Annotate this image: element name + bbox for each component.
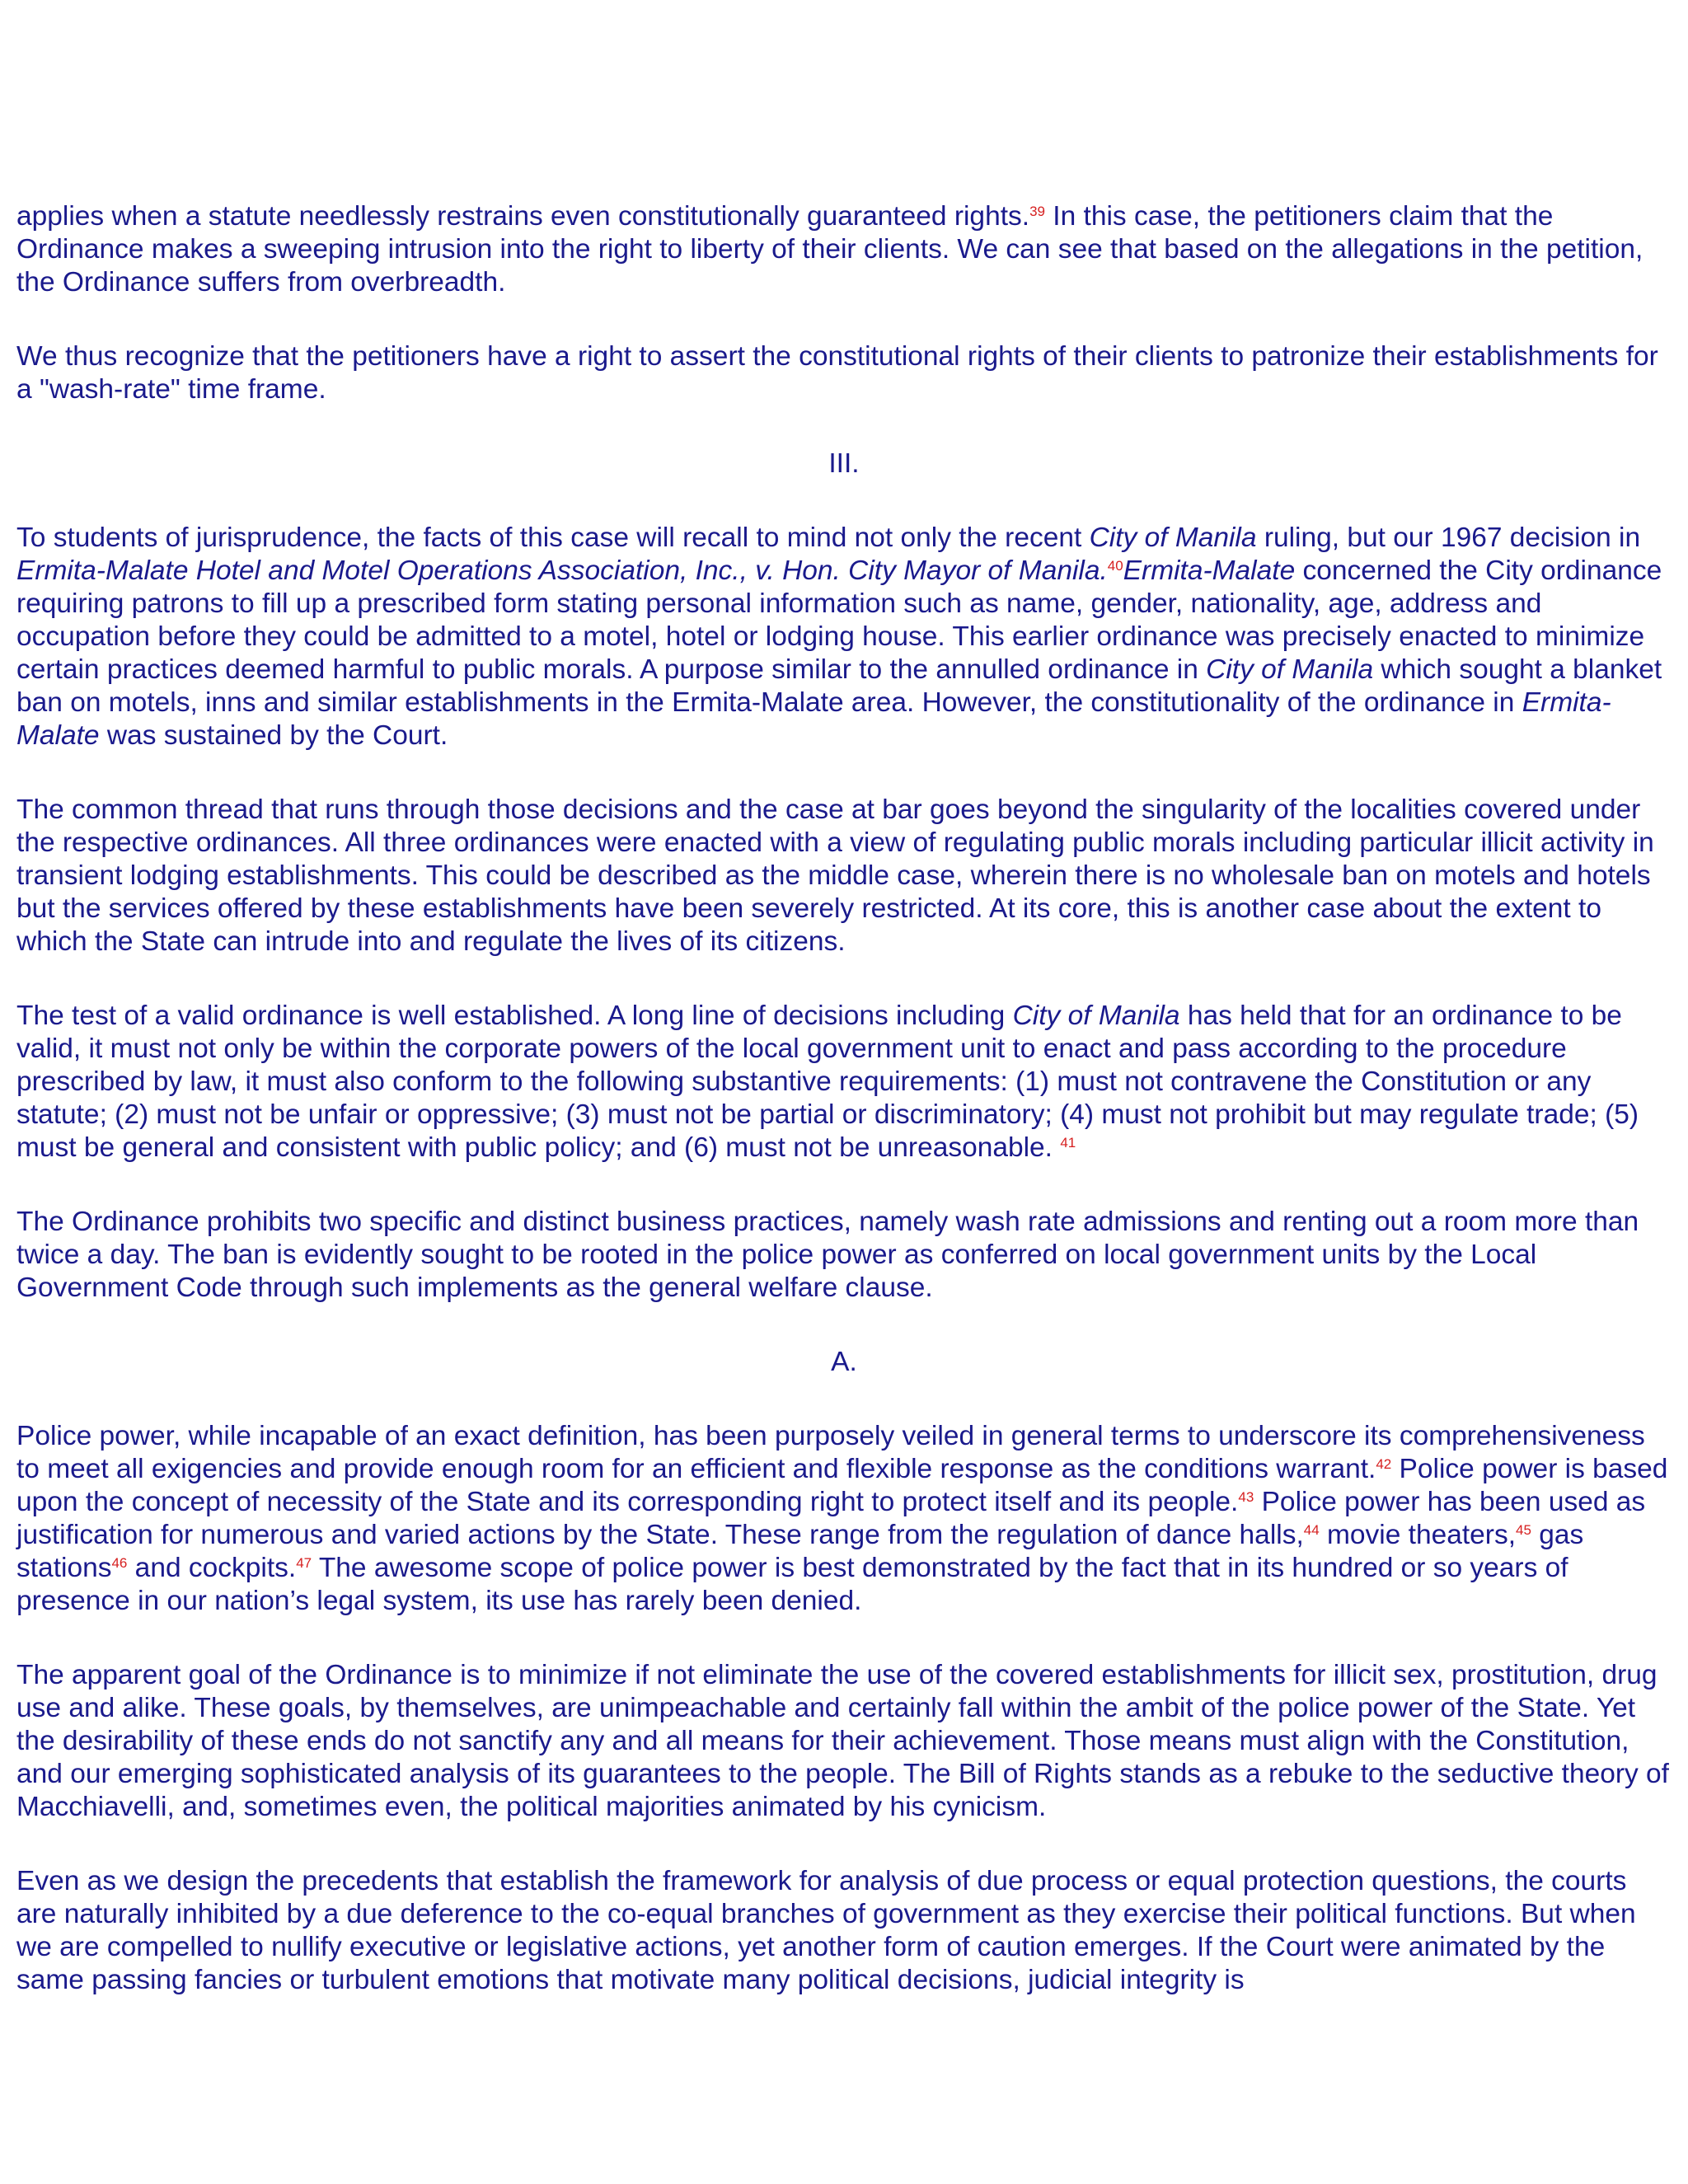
paragraph-valid-ordinance-test — [16, 1000, 1672, 1165]
footnote-ref-46[interactable]: 46 — [111, 1555, 128, 1571]
paragraph-text: has held that for an ordinance to be valid, it must not only be within the corporate powers of the local government unit to enact and pass according to the procedure prescribed by law, it must also conform to the following substantive requirements: (1) must not contravene the Constitution or any statute; (2) must not be unfair or oppressive; (3) must not be partial or discriminatory; (4) must not prohibit but may regulate trade; (5) must be general and consistent with public policy; and (6) must not be unreasonable. — [16, 1001, 1639, 1163]
footnote-ref-47[interactable]: 47 — [296, 1555, 312, 1571]
document-page — [16, 200, 1672, 2038]
paragraph-judicial-caution — [16, 1865, 1672, 1997]
paragraph-ordinance-prohibits — [16, 1206, 1672, 1305]
paragraph-text: concerned the City ordinance requiring patrons to fill up a prescribed form stating personal information such as name, gender, nationality, age, address and occupation before they could be admitted to a motel, hotel or lodging house. This earlier ordinance was precisely enacted to minimize certain practices deemed harmful to public morals. A purpose similar to the annulled ordinance in — [16, 555, 1662, 685]
paragraph-text: The common thread that runs through those decisions and the case at bar goes beyond the singularity of the localities covered under the respective ordinances. All three ordinances were enacted with a view of regulating public morals including particular illicit activity in transient lodging establishments. This could be described as the middle case, wherein there is no wholesale ban on motels and hotels but the services offered by these establishments have been severely restricted. At its core, this is another case about the extent to which the State can intrude into and regulate the lives of its citizens. — [16, 794, 1654, 957]
section-heading-iii: III. — [828, 448, 860, 479]
paragraph-text: The Ordinance prohibits two specific and distinct business practices, namely wash rate admissions and renting out a room more than twice a day. The ban is evidently sought to be rooted in the police power as conferred on local government units by the Local Government Code through such implements as the general welfare clause. — [16, 1207, 1639, 1303]
paragraph-apparent-goal — [16, 1659, 1672, 1824]
paragraph-text: To students of jurisprudence, the facts of this case will recall to mind not only the recent — [16, 523, 1090, 553]
footnote-ref-39[interactable]: 39 — [1029, 204, 1045, 219]
footnote-ref-43[interactable]: 43 — [1238, 1489, 1254, 1505]
paragraph-text: The apparent goal of the Ordinance is to minimize if not eliminate the use of the covered establishments for illicit sex, prostitution, drug use and alike. These goals, by themselves, are unimpeachable and certainly fall within the ambit of the police power of the State. Yet the desirability of these ends do not sanctify any and all means for their achievement. Those means must align with the Constitution, and our emerging sophisticated analysis of its guarantees to the people. The Bill of Rights stands as a rebuke to the seductive theory of Macchiavelli, and, sometimes even, the political majorities animated by his cynicism. — [16, 1660, 1669, 1822]
paragraph-text: which sought a blanket ban on motels, inns and similar establishments in the Ermita-Malate area. However, the constitutionality of the ordinance in — [16, 654, 1662, 718]
footnote-ref-45[interactable]: 45 — [1516, 1522, 1531, 1538]
footnote-ref-44[interactable]: 44 — [1303, 1522, 1320, 1538]
case-name: City of Manila — [1206, 654, 1374, 685]
paragraph-text: Police power is based upon the concept of necessity of the State and its corresponding right to protect itself and its people. — [16, 1454, 1668, 1517]
footnote-ref-41[interactable]: 41 — [1060, 1135, 1076, 1151]
paragraph-text: and cockpits. — [127, 1553, 297, 1583]
paragraph-text: was sustained by the Court. — [99, 720, 448, 751]
footnote-ref-42[interactable]: 42 — [1376, 1456, 1392, 1472]
paragraph-common-thread — [16, 794, 1672, 958]
case-name: City of Manila — [1089, 523, 1257, 553]
paragraph-text: In this case, the petitioners claim that the Ordinance makes a sweeping intrusion into the right to liberty of their clients. We can see that based on the allegations in the petition, the Ordinance suffers from overbreadth. — [16, 201, 1643, 298]
case-name: Ermita-Malate Hotel and Motel Operations Association, Inc., v. Hon. City Mayor of Manila. — [16, 555, 1108, 586]
paragraph-police-power — [16, 1420, 1672, 1618]
paragraph-text: The awesome scope of police power is best demonstrated by the fact that in its hundred or so years of presence in our nation’s legal system, its use has rarely been denied. — [16, 1553, 1568, 1616]
paragraph-text: applies when a statute needlessly restrains even constitutionally guaranteed rights. — [16, 201, 1030, 232]
paragraph-ermita-malate — [16, 522, 1672, 752]
section-heading-a: A. — [831, 1347, 857, 1377]
paragraph-text: Police power has been used as justification for numerous and varied actions by the State. These range from the regulation of dance halls, — [16, 1487, 1646, 1550]
paragraph-text: We thus recognize that the petitioners have a right to assert the constitutional rights of their clients to patronize their establishments for a "wash-rate" time frame. — [16, 341, 1658, 405]
case-name: Ermita-Malate — [1123, 555, 1296, 586]
paragraph-recognition — [16, 340, 1672, 406]
footnote-ref-40[interactable]: 40 — [1107, 558, 1123, 574]
paragraph-text: gas stations — [16, 1520, 1584, 1583]
paragraph-text: ruling, but our 1967 decision in — [1256, 523, 1641, 553]
paragraph-text: Even as we design the precedents that establish the framework for analysis of due process or equal protection questions, the courts are naturally inhibited by a due deference to the co-equal branches of government as they exercise their political functions. But when we are compelled to nullify executive or legislative actions, yet another form of caution emerges. If the Court were animated by the same passing fancies or turbulent emotions that motivate many political decisions, judicial integrity is — [16, 1866, 1636, 1995]
paragraph-text: Police power, while incapable of an exact definition, has been purposely veiled in general terms to underscore its comprehensiveness to meet all exigencies and provide enough room for an efficient and flexible response as the conditions warrant. — [16, 1421, 1645, 1484]
paragraph-text: movie theaters, — [1319, 1520, 1517, 1550]
paragraph-overbreadth — [16, 200, 1672, 299]
paragraph-text: The test of a valid ordinance is well established. A long line of decisions including — [16, 1001, 1013, 1031]
case-name: City of Manila — [1012, 1001, 1180, 1031]
case-name: Ermita-Malate — [16, 687, 1611, 751]
